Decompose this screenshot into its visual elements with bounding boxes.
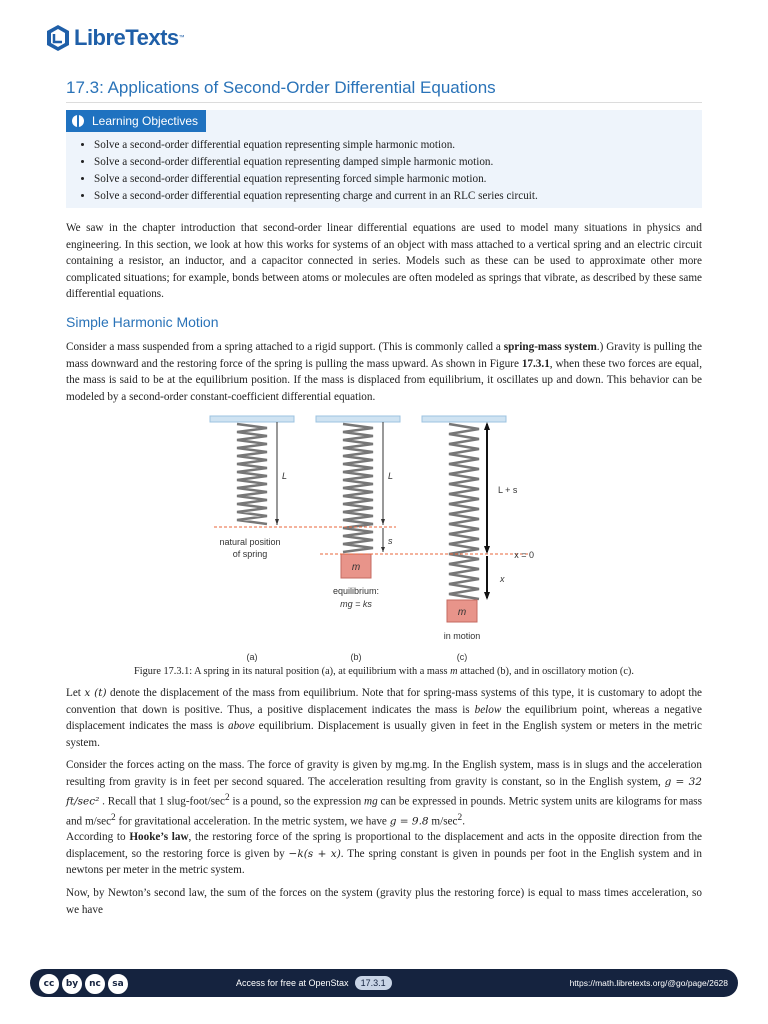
text-run: for gravitational acceleration. In the metric system, we have — [115, 815, 390, 828]
caption-prefix: Figure 17.3.1 — [134, 666, 190, 677]
text-run: m/sec — [428, 815, 458, 828]
mass-c-label: m — [457, 607, 467, 618]
caption-text: : A spring in its natural position (a), at equilibrium with a mass — [189, 666, 451, 677]
objective-item: • Solve a second-order differential equation representing damped simple harmonic motion. — [94, 154, 538, 171]
emphasis: mg — [364, 795, 378, 808]
cc-icon: cc — [38, 973, 60, 995]
logo-trademark: ™ — [178, 35, 185, 41]
label-L-b: L — [388, 471, 394, 481]
text-run: Let — [66, 687, 85, 699]
learning-objectives-header — [66, 110, 206, 132]
learning-objectives-list — [80, 137, 538, 205]
label-x: x — [500, 574, 505, 584]
equilibrium-label-2: mg = ks — [340, 599, 372, 609]
text-run: the equilibrium point, whereas a negative displacement indicates the mass is — [66, 703, 702, 732]
spring-mass-paragraph — [66, 339, 702, 405]
caption-text: attached (b), and in oscillatory motion (c). — [457, 666, 634, 677]
support-a — [210, 416, 294, 422]
caption-math: m — [450, 666, 458, 677]
natural-label-1: natural position — [219, 537, 281, 547]
objectives-icon — [72, 115, 84, 127]
forces-paragraph — [66, 757, 702, 830]
superscript: 2 — [457, 813, 463, 824]
label-s: s — [388, 536, 393, 546]
text-run: denote the displacement of the mass from equilibrium. Note that for spring-mass systems of this type, it is customary to adopt the convention that down is positive. Thus, a positive displacement indicates the mass is — [66, 687, 703, 716]
superscript: 2 — [224, 793, 230, 803]
label-Ls: L + s — [498, 485, 518, 495]
hookes-law-term: Hooke’s law — [129, 831, 189, 843]
equilibrium-label-1: equilibrium: — [332, 586, 380, 596]
mass-b-label: m — [351, 562, 361, 573]
hookes-law-paragraph — [66, 829, 702, 879]
text-run: Consider the forces acting on the mass. The force of gravity is given by mg.mg. In the English system, mass is in slugs and the acceleration resulting from gravity is in feet per second squared. The acceleration resulting from gravity is constant, so in the English system, — [66, 759, 702, 788]
sub-c-label: (c) — [456, 652, 468, 662]
text-run: equilibrium. Displacement is usually given in feet in the English system or meters in the metric system. — [66, 720, 703, 749]
text-run: Consider a mass suspended from a spring attached to a rigid support. (This is commonly called a — [66, 341, 504, 353]
math-inline: x (t) — [84, 687, 107, 699]
sub-b-label: (b) — [350, 652, 362, 662]
text-run: .) Gravity is pulling the mass downward and the restoring force of the spring is pulling the mass upward. As shown in Figure — [66, 341, 702, 370]
libretexts-logo[interactable] — [46, 24, 185, 52]
support-b — [316, 416, 400, 422]
text-run: , when these two forces are equal, the mass is said to be at the equilibrium position. If the mass is displaced from equilibrium, it oscillates up and down. This behavior can be modeled by a second-order constant-coefficient differential equation. — [66, 357, 702, 403]
in-motion-label: in motion — [443, 631, 481, 641]
libretexts-logo-icon — [46, 24, 70, 52]
objective-item: • Solve a second-order differential equation representing charge and current in an RLC series circuit. — [94, 188, 538, 205]
text-run: is a pound, so the expression — [229, 795, 365, 808]
spring-c — [449, 424, 479, 599]
label-L-a: L — [282, 471, 288, 481]
intro-paragraph: We saw in the chapter introduction that second-order linear differential equations are used to model many situations in physics and engineering. In this section, we look at how this works for systems of an object with mass attached to a vertical spring and an electric circuit containing a resistor, an inductor, and a capacitor connected in series. Models such as these can be used to approximate other more complicated situations; for example, bonds between atoms or molecules are often modeled as springs that vibrate, as described by these same differential equations. — [66, 222, 702, 300]
label-x0: x = 0 — [514, 550, 534, 560]
spring-figure — [200, 410, 540, 666]
emphasis: below — [474, 703, 502, 716]
support-c — [422, 416, 506, 422]
learning-objectives-title: Learning Objectives — [92, 114, 199, 128]
nc-icon: nc — [84, 973, 106, 995]
text-run: According to — [66, 831, 130, 843]
text-run: can be expressed in pounds. Metric system units are kilograms for mass and m/sec — [66, 795, 703, 828]
spring-mass-term: spring-mass system — [503, 341, 597, 353]
footer-bar — [30, 969, 738, 997]
license-icons[interactable] — [38, 973, 130, 995]
text-run: , the restoring force of the spring is proportional to the displacement and acts in the opposite direction from the displacement, so the restoring force is given by — [66, 831, 703, 860]
logo-text: LibreTexts — [74, 25, 179, 50]
figure-link[interactable]: 17.3.1 — [521, 357, 550, 370]
spring-a — [237, 424, 267, 524]
natural-label-2: of spring — [232, 549, 268, 559]
math-inline: g = 32 ft/sec² — [66, 775, 702, 808]
math-inline: −k(s + x) — [288, 847, 341, 860]
objective-item: • Solve a second-order differential equation representing simple harmonic motion. — [94, 137, 538, 154]
page-url-link[interactable]: https://math.libretexts.org/@go/page/2628 — [569, 978, 728, 988]
figure-caption — [66, 666, 702, 677]
text-run: . — [462, 815, 465, 828]
page-title: 17.3: Applications of Second-Order Differential Equations — [66, 78, 702, 103]
page-number-badge: 17.3.1 — [355, 976, 392, 990]
displacement-paragraph — [66, 685, 702, 751]
text-run: . The spring constant is given in pounds per foot in the English system and in newtons per meter in the metric system. — [66, 847, 703, 876]
openstax-access[interactable] — [236, 969, 392, 997]
math-inline: g = 9.8 — [389, 815, 429, 828]
text-run: . Recall that 1 slug-foot/sec — [99, 795, 225, 808]
learning-objectives-box — [66, 110, 702, 208]
superscript: 2 — [111, 813, 116, 824]
section-heading: Simple Harmonic Motion — [66, 314, 219, 330]
spring-b — [343, 424, 373, 552]
sub-a-label: (a) — [246, 652, 258, 662]
newton-paragraph: Now, by Newton’s second law, the sum of the forces on the system (gravity plus the restoring force) is equal to mass times acceleration, so we have — [66, 887, 702, 916]
objective-item: • Solve a second-order differential equation representing forced simple harmonic motion. — [94, 171, 538, 188]
access-text: Access for free at OpenStax — [236, 978, 349, 988]
sa-icon: sa — [107, 973, 129, 995]
emphasis: above — [227, 720, 255, 732]
by-icon: by — [61, 973, 83, 995]
